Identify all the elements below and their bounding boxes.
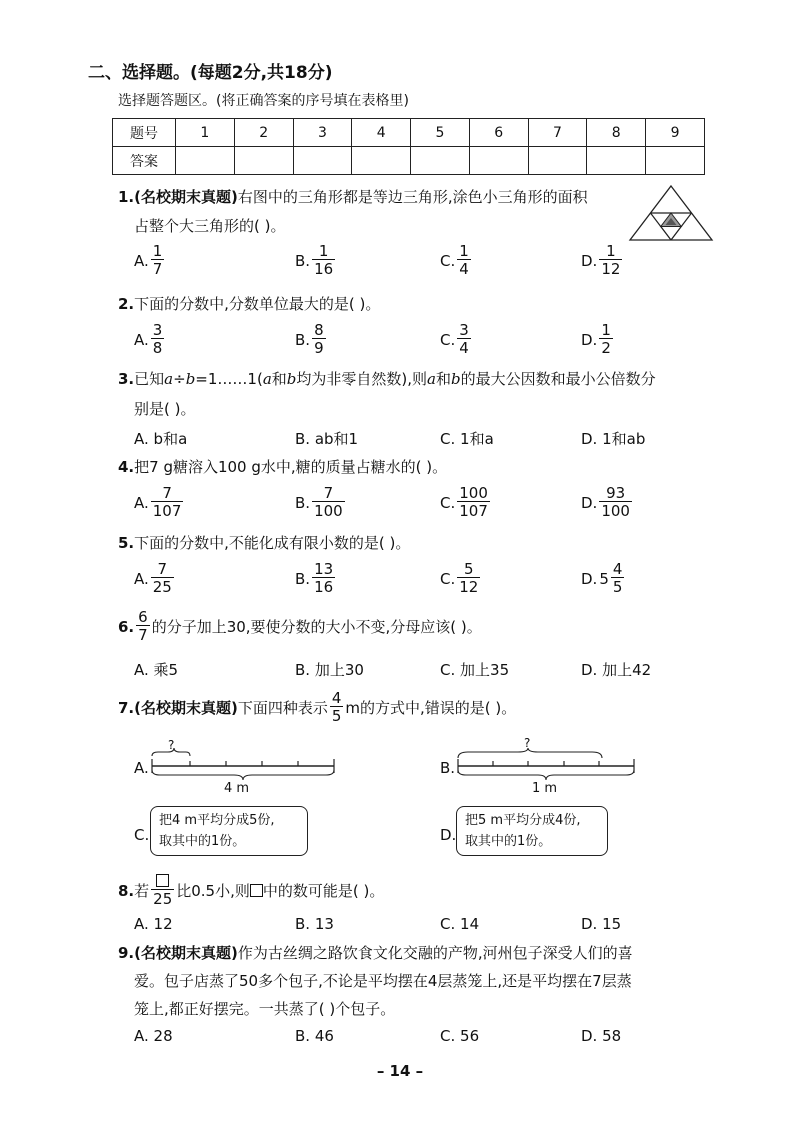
option-label: B.	[295, 569, 311, 588]
option-label: D.	[581, 1027, 598, 1045]
option-4a[interactable]	[134, 486, 185, 519]
option-label: D.	[581, 493, 598, 512]
question-number: 5.	[118, 534, 135, 552]
question-3-line1	[118, 368, 656, 390]
option-label: A.	[134, 915, 149, 933]
frac-num: 7	[323, 484, 334, 502]
frac-den: 5	[331, 707, 342, 725]
option-text: 46	[314, 1027, 334, 1045]
question-text: 下面的分数中,不能化成有限小数的是( )。	[134, 534, 411, 552]
note-line: 取其中的1份。	[159, 834, 246, 849]
table-cell: 6	[469, 119, 528, 147]
option-label: C.	[440, 1027, 456, 1045]
option-label: A.	[134, 660, 149, 679]
question-mark: ?	[168, 738, 175, 752]
note-line: 把4 m平均分成5份,	[159, 813, 275, 828]
option-label: A.	[134, 1027, 149, 1045]
question-text: 作为古丝绸之路饮食文化交融的产物,河州包子深受人们的喜	[237, 944, 633, 962]
option-label: C.	[440, 660, 456, 679]
option-2d[interactable]	[581, 323, 615, 356]
option-text: 加上35	[460, 661, 510, 679]
question-text: 比0.5小,则	[176, 881, 250, 900]
frac-num: 13	[314, 560, 334, 578]
frac-num: 1	[152, 242, 163, 260]
option-label: A.	[134, 330, 149, 349]
frac-den: 4	[459, 339, 469, 357]
question-text: 的最大公因数和最小公倍数分	[460, 370, 656, 388]
option-label: C.	[440, 493, 456, 512]
question-text: 已知	[134, 370, 165, 388]
segment-diagram-a	[148, 748, 338, 784]
option-7a-label[interactable]: A.	[134, 759, 149, 777]
option-text: ab和1	[314, 430, 359, 448]
option-3d[interactable]	[581, 428, 645, 449]
option-label: A.	[134, 493, 149, 512]
answer-cell[interactable]	[646, 147, 705, 175]
table-row	[113, 119, 705, 147]
question-9-line3: 笼上,都正好摆完。一共蒸了( )个包子。	[134, 1000, 396, 1018]
length-label-a: 4 m	[224, 781, 250, 796]
question-8	[118, 874, 384, 907]
option-7b-label[interactable]: B.	[440, 759, 456, 777]
option-text: 56	[460, 1027, 480, 1045]
answer-cell[interactable]	[587, 147, 646, 175]
var-b: b	[286, 370, 297, 388]
option-label: C.	[440, 915, 456, 933]
frac-den: 7	[138, 626, 148, 644]
frac-num: 5	[464, 560, 474, 578]
option-2b[interactable]	[295, 323, 328, 356]
section-hint: 选择题答题区。(将正确答案的序号填在表格里)	[118, 93, 409, 109]
option-5d[interactable]	[581, 562, 626, 595]
page-number: – 14 –	[376, 1062, 424, 1080]
answer-cell[interactable]	[234, 147, 293, 175]
frac-num: 1	[606, 242, 616, 260]
option-8c[interactable]	[440, 915, 479, 933]
option-9a[interactable]	[134, 1027, 173, 1045]
option-9b[interactable]	[295, 1027, 334, 1045]
option-label: D.	[581, 569, 598, 588]
option-1a[interactable]	[134, 244, 166, 277]
question-number: 1.	[118, 188, 135, 206]
option-8a[interactable]	[134, 915, 173, 933]
answer-cell[interactable]	[293, 147, 352, 175]
div-sign: ÷	[173, 370, 186, 388]
option-text: 14	[460, 915, 480, 933]
answer-cell[interactable]	[352, 147, 411, 175]
option-text: 58	[602, 1027, 622, 1045]
frac-num: 4	[331, 689, 342, 707]
frac-num: 100	[459, 484, 488, 502]
option-text: 1和ab	[602, 430, 646, 448]
frac-den: 100	[314, 502, 343, 520]
frac-den: 100	[601, 502, 630, 520]
option-text: 15	[602, 915, 622, 933]
frac-num: 1	[601, 321, 611, 339]
table-cell: 4	[352, 119, 411, 147]
frac-den: 25	[152, 578, 172, 596]
frac-num: 8	[314, 321, 324, 339]
question-4	[118, 456, 447, 478]
length-label-b: 1 m	[532, 781, 558, 796]
option-4b[interactable]	[295, 486, 347, 519]
frac-den: 9	[314, 339, 324, 357]
table-cell: 1	[176, 119, 235, 147]
frac-den: 25	[153, 890, 173, 908]
option-label: D.	[581, 660, 598, 679]
answer-table	[112, 118, 705, 175]
question-number: 9.	[118, 944, 135, 962]
question-number: 2.	[118, 295, 135, 313]
question-text: 下面四种表示	[237, 698, 328, 717]
frac-den: 4	[459, 260, 469, 278]
option-5c[interactable]	[440, 562, 482, 595]
frac-den: 107	[459, 502, 488, 520]
question-text: 若	[134, 881, 150, 900]
frac-den: 16	[314, 260, 334, 278]
table-header-cell: 答案	[113, 147, 176, 175]
note-box-d	[456, 806, 608, 856]
var-a: a	[427, 370, 436, 388]
option-6d[interactable]	[581, 659, 651, 680]
option-label: C.	[440, 569, 456, 588]
frac-num: 6	[138, 608, 148, 626]
var-b: b	[185, 370, 196, 388]
option-label: A.	[134, 429, 149, 448]
frac-num: 93	[606, 484, 626, 502]
option-3a[interactable]	[134, 428, 187, 449]
triangle-figure	[628, 184, 714, 242]
option-text: b和a	[153, 430, 188, 448]
answer-cell[interactable]	[528, 147, 587, 175]
table-cell: 2	[234, 119, 293, 147]
question-9-line1	[118, 942, 633, 964]
option-1b[interactable]	[295, 244, 337, 277]
table-cell: 5	[411, 119, 470, 147]
question-mark: ?	[524, 736, 531, 750]
option-label: D.	[581, 330, 598, 349]
answer-cell[interactable]	[469, 147, 528, 175]
option-3c[interactable]	[440, 428, 494, 449]
option-6c[interactable]	[440, 659, 509, 680]
option-label: D.	[581, 251, 598, 270]
option-label: B.	[295, 251, 311, 270]
option-label: A.	[134, 251, 149, 270]
option-7c-label[interactable]: C.	[134, 826, 150, 844]
question-text: 右图中的三角形都是等边三角形,涂色小三角形的面积	[237, 188, 588, 206]
frac-den: 107	[152, 502, 182, 520]
question-5	[118, 532, 410, 554]
question-number: 6.	[118, 617, 135, 636]
question-number: 7.	[118, 698, 135, 717]
option-8b[interactable]	[295, 915, 334, 933]
question-text: 的分子加上30,要使分数的大小不变,分母应该( )。	[151, 617, 482, 636]
option-text: 乘5	[153, 661, 179, 679]
frac-den: 16	[314, 578, 334, 596]
frac-den: 2	[601, 339, 611, 357]
frac-num: 3	[459, 321, 469, 339]
var-a: a	[164, 370, 174, 388]
segment-diagram-b	[454, 748, 638, 784]
frac-num: 1	[318, 242, 329, 260]
option-5a[interactable]	[134, 562, 176, 595]
question-number: 4.	[118, 458, 135, 476]
frac-den: 8	[152, 339, 163, 357]
question-9-line2: 爱。包子店蒸了50多个包子,不论是平均摆在4层蒸笼上,还是平均摆在7层蒸	[134, 972, 632, 990]
frac-num: 1	[459, 242, 469, 260]
question-tag: (名校期末真题)	[134, 944, 238, 962]
option-label: A.	[134, 569, 149, 588]
option-6b[interactable]	[295, 659, 364, 680]
answer-cell[interactable]	[176, 147, 235, 175]
question-6	[118, 610, 482, 643]
question-text: 中的数可能是( )。	[262, 881, 385, 900]
frac-num: 7	[162, 484, 172, 502]
option-label: D.	[581, 915, 598, 933]
question-tag: (名校期末真题)	[134, 698, 238, 717]
frac-den: 12	[459, 578, 479, 596]
note-box-c	[150, 806, 308, 856]
table-cell: 7	[528, 119, 587, 147]
option-2c[interactable]	[440, 323, 473, 356]
option-label: B.	[295, 330, 311, 349]
question-1-line1	[118, 186, 588, 208]
answer-cell[interactable]	[411, 147, 470, 175]
option-label: B.	[295, 429, 311, 448]
option-label: C.	[440, 429, 456, 448]
note-line: 把5 m平均分成4份,	[465, 813, 581, 828]
option-label: B.	[295, 660, 311, 679]
question-3-line2: 别是( )。	[134, 400, 196, 418]
frac-den: 12	[601, 260, 621, 278]
frac-den: 7	[152, 260, 163, 278]
question-tag: (名校期末真题)	[134, 188, 238, 206]
frac-num: 3	[152, 321, 163, 339]
question-number: 3.	[118, 370, 135, 388]
table-row	[113, 147, 705, 175]
frac-den: 5	[612, 578, 623, 596]
var-a: a	[262, 370, 272, 388]
option-label: B.	[295, 915, 311, 933]
blank-box-icon	[250, 884, 263, 897]
note-line: 取其中的1份。	[465, 834, 552, 849]
table-cell: 3	[293, 119, 352, 147]
question-7	[118, 691, 516, 724]
var-b: b	[450, 370, 461, 388]
table-header-cell: 题号	[113, 119, 176, 147]
option-text: 加上42	[602, 661, 652, 679]
option-8d[interactable]	[581, 915, 621, 933]
table-cell: 9	[646, 119, 705, 147]
section-title: 二、选择题。(每题2分,共18分)	[88, 63, 333, 83]
option-6a[interactable]	[134, 659, 178, 680]
frac-num: 7	[157, 560, 168, 578]
option-text: 28	[153, 1027, 173, 1045]
option-9c[interactable]	[440, 1027, 479, 1045]
option-5b[interactable]	[295, 562, 337, 595]
option-2a[interactable]	[134, 323, 166, 356]
question-text: =1……1(	[195, 370, 263, 388]
option-label: C.	[440, 251, 456, 270]
question-number: 8.	[118, 881, 135, 900]
question-2	[118, 293, 380, 315]
option-7d-label[interactable]: D.	[440, 826, 457, 844]
option-text: 13	[314, 915, 334, 933]
frac-num: 4	[612, 560, 623, 578]
option-1c[interactable]	[440, 244, 473, 277]
option-text: 加上30	[314, 661, 364, 679]
option-label: B.	[295, 493, 311, 512]
question-text: 把7 g糖溶入100 g水中,糖的质量占糖水的( )。	[134, 458, 448, 476]
question-text: m的方式中,错误的是( )。	[345, 698, 517, 717]
option-4d[interactable]	[581, 486, 634, 519]
table-cell: 8	[587, 119, 646, 147]
question-1-line2: 占整个大三角形的( )。	[134, 217, 286, 235]
option-text: 12	[153, 915, 173, 933]
question-text: 均为非零自然数),则	[296, 370, 428, 388]
option-9d[interactable]	[581, 1027, 621, 1045]
option-label: C.	[440, 330, 456, 349]
question-text: 和	[435, 370, 451, 388]
option-1d[interactable]	[581, 244, 624, 277]
question-text: 下面的分数中,分数单位最大的是( )。	[134, 295, 381, 313]
mixed-integer: 5	[599, 569, 609, 588]
option-label: B.	[295, 1027, 311, 1045]
blank-box-icon	[156, 874, 169, 887]
option-4c[interactable]	[440, 486, 492, 519]
option-3b[interactable]	[295, 428, 358, 449]
question-text: 和	[271, 370, 287, 388]
option-label: D.	[581, 429, 598, 448]
option-text: 1和a	[460, 430, 494, 448]
